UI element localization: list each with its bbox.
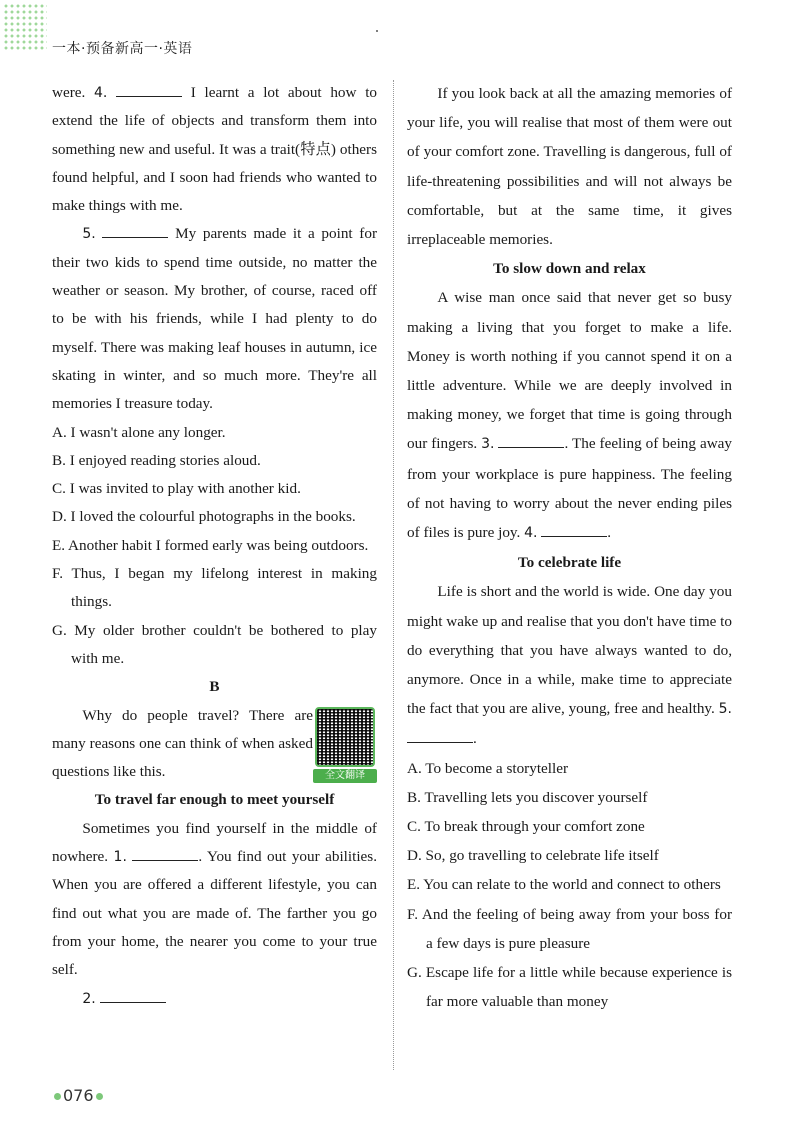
option-c: C. I was invited to play with another kid. <box>52 480 301 498</box>
option-f: F. Thus, I began my lifelong interest in making things. <box>52 565 377 611</box>
intro-block <box>52 702 377 787</box>
subheading-meet-yourself: To travel far enough to meet yourself <box>94 791 335 809</box>
blank-number: 2. <box>82 990 96 1007</box>
option-a: A. I wasn't alone any longer. <box>52 423 226 441</box>
left-column <box>52 79 377 1013</box>
left-paragraph-3: Sometimes you find yourself in the middle of nowhere. 1. . You find out your abilities. When you are offered a different lifestyle, you can find out what you are made of. The farther you go from your home, the nearer you come to your true self. <box>52 819 378 979</box>
blank-number: 5. <box>82 226 96 243</box>
option-b: B. I enjoyed reading stories aloud. <box>52 451 261 469</box>
option-d: D. I loved the colourful photographs in the books. <box>52 508 356 526</box>
intro-paragraph: Why do people travel? There are many reasons one can think of when asked questions like this. <box>52 706 313 781</box>
option-a: A. To become a storyteller <box>407 759 569 777</box>
option-e: E. Another habit I formed early was being outdoors. <box>52 536 369 554</box>
dot-icon <box>54 1093 61 1100</box>
left-paragraph-4 <box>52 985 377 1013</box>
right-column <box>407 79 732 1017</box>
section-title: B <box>209 678 220 696</box>
option-f: F. And the feeling of being away from your boss for a few days is pure pleasure <box>407 905 732 952</box>
option-g: G. My older brother couldn't be bothered to play with me. <box>52 621 377 667</box>
speck <box>376 30 378 32</box>
answer-blank[interactable] <box>498 433 564 448</box>
subheading-slow-down: To slow down and relax <box>493 260 646 278</box>
right-paragraph-2: A wise man once said that never get so busy making a living that you forget to make a life. Money is worth nothing if you cannot spend it on a little adventure. While we are deeply involved in making money, we forget that time is going through our fingers. 3. . The feeling of being away from your workplace is pure happiness. The feeling of not having to worry about the never ending piles of files is pure joy. 4. . <box>407 289 733 542</box>
answer-blank[interactable] <box>116 82 182 97</box>
right-paragraph-3: Life is short and the world is wide. One day you might wake up and realise that you don't have time to do everything that you have always wanted to do, anymore. Once in a while, make time to appreciate the fact that you are alive, young, free and healthy. 5. . <box>407 583 732 748</box>
blank-number: 1. <box>113 849 127 866</box>
dot-icon <box>96 1093 103 1100</box>
qr-label: 全文翻译 <box>313 769 377 783</box>
answer-blank[interactable] <box>100 988 166 1003</box>
answer-blank[interactable] <box>407 728 473 743</box>
header-title: 一本·预备新高一·英语 <box>52 41 193 57</box>
option-g: G. Escape life for a little while because experience is far more valuable than money <box>407 964 732 1011</box>
blank-number: 5. <box>718 701 732 718</box>
option-d: D. So, go travelling to celebrate life itself <box>407 847 659 865</box>
blank-number: 4. <box>524 525 538 542</box>
subheading-celebrate-life: To celebrate life <box>517 554 622 572</box>
answer-blank[interactable] <box>132 846 198 861</box>
blank-number: 3. <box>481 436 495 453</box>
answer-blank[interactable] <box>541 522 607 537</box>
qr-code-icon[interactable] <box>315 707 375 767</box>
left-paragraph-2: 5. My parents made it a point for their two kids to spend time outside, no matter the weather or season. My brother, of course, raced off to be with his friends, while I had plenty to do myself. There was making leaf houses in autumn, ice skating in winter, and so much more. They're all memories I treasure today. <box>52 225 378 413</box>
qr-translation[interactable] <box>313 707 377 783</box>
right-paragraph-1: If you look back at all the amazing memories of your life, you will realise that most of them were out of your comfort zone. Travelling is dangerous, full of life-threatening possibilities and will not always be comfortable, but at the same time, it gives irreplaceable memories. <box>407 85 732 249</box>
option-e: E. You can relate to the world and connect to others <box>407 876 721 894</box>
option-c: C. To break through your comfort zone <box>407 818 645 836</box>
column-divider <box>393 80 394 1070</box>
left-paragraph-1: were. 4. I learnt a lot about how to extend the life of objects and transform them into something new and useful. It was a trait(特点) others found helpful, and I soon had friends who wanted to make things with me. <box>52 84 378 215</box>
option-b: B. Travelling lets you discover yourself <box>407 788 648 806</box>
blank-number: 4. <box>94 85 108 101</box>
answer-blank[interactable] <box>102 223 168 238</box>
page-number: 076 <box>52 1086 105 1105</box>
header-dot-pattern <box>3 3 47 51</box>
